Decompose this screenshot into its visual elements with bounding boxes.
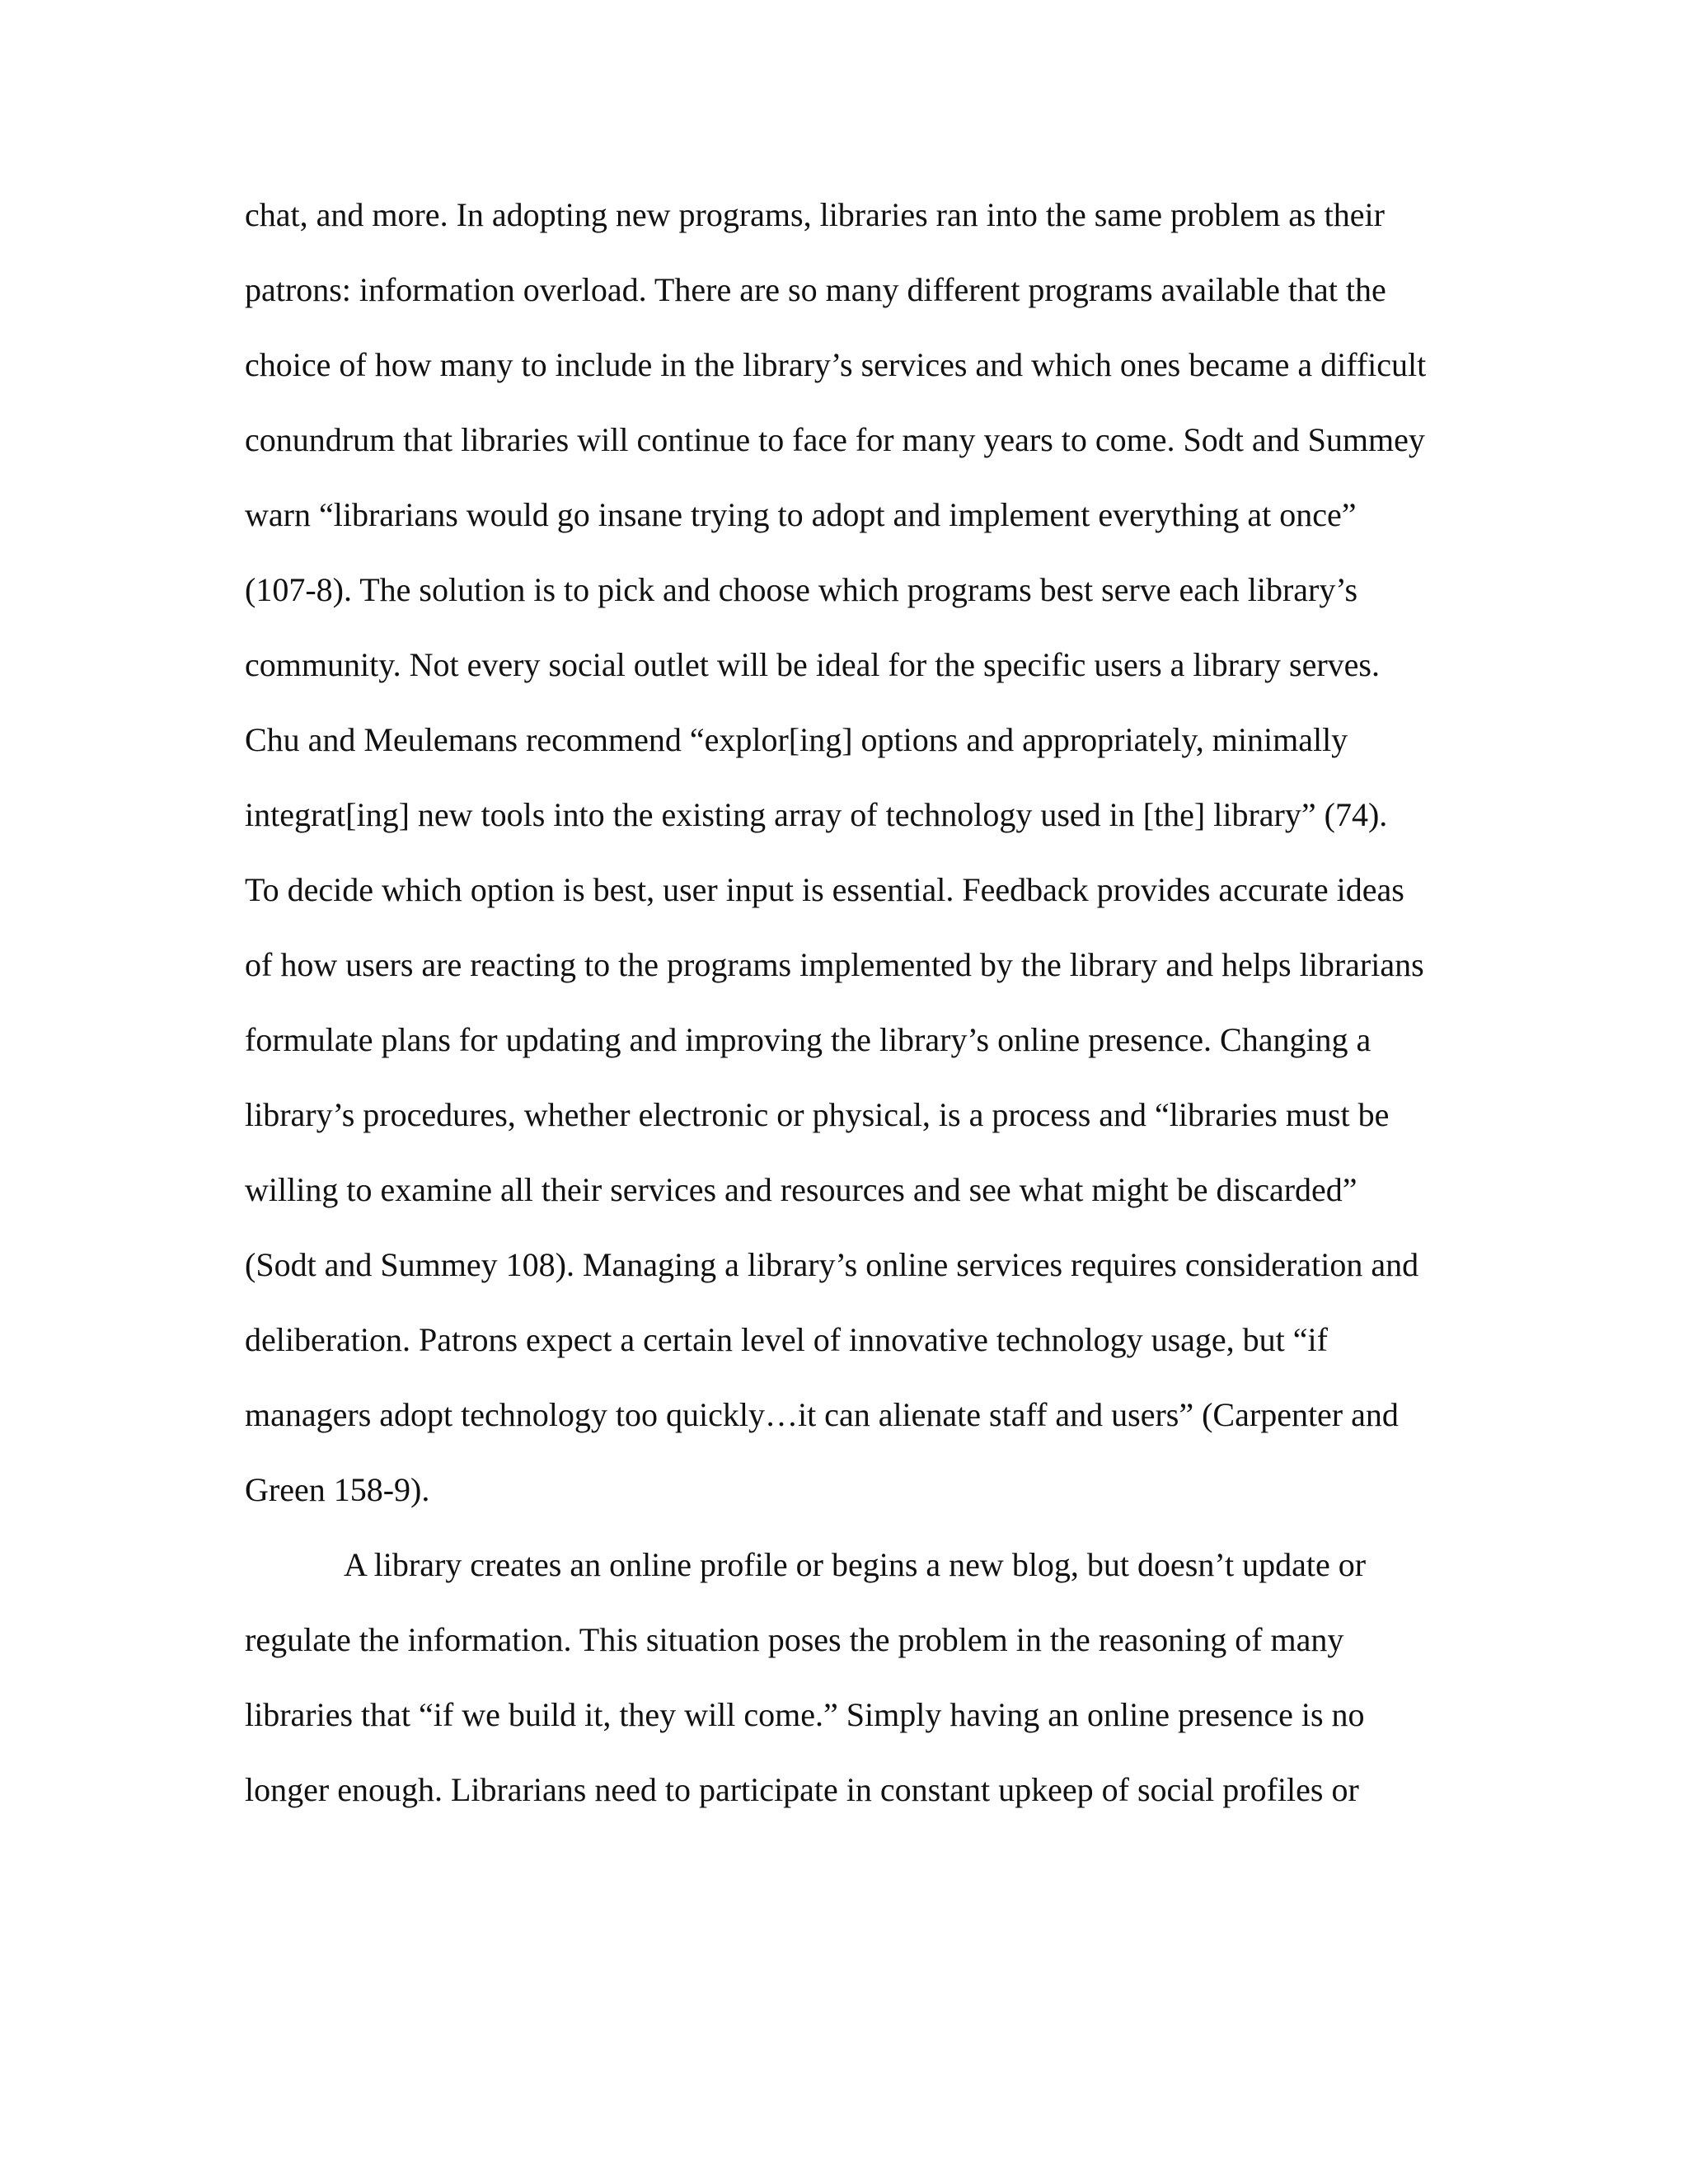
text-line: libraries that “if we build it, they will come.” Simply having an online presence is no (245, 1696, 1365, 1733)
text-line: conundrum that libraries will continue to face for many years to come. Sodt and Summey (245, 421, 1425, 458)
text-line: chat, and more. In adopting new programs, libraries ran into the same problem as their (245, 196, 1385, 233)
body-text (245, 185, 1440, 1835)
text-line: To decide which option is best, user input is essential. Feedback provides accurate ideas (245, 871, 1404, 908)
text-line: Chu and Meulemans recommend “explor[ing] options and appropriately, minimally (245, 721, 1348, 758)
text-line: of how users are reacting to the programs implemented by the library and helps librarians (245, 946, 1424, 983)
text-line: formulate plans for updating and improving the library’s online presence. Changing a (245, 1021, 1372, 1058)
text-line: library’s procedures, whether electronic or physical, is a process and “libraries must be (245, 1096, 1390, 1133)
text-line: community. Not every social outlet will be ideal for the specific users a library serves. (245, 646, 1380, 683)
paragraph-first-line: A library creates an online profile or begins a new blog, but doesn’t update or (344, 1546, 1367, 1583)
text-line: deliberation. Patrons expect a certain level of innovative technology usage, but “if (245, 1321, 1328, 1358)
text-line: managers adopt technology too quickly…it can alienate staff and users” (Carpenter and (245, 1396, 1399, 1433)
text-line: Green 158-9). (245, 1471, 430, 1508)
text-line: choice of how many to include in the library’s services and which ones became a difficult (245, 346, 1427, 383)
text-line: longer enough. Librarians need to participate in constant upkeep of social profiles or (245, 1771, 1359, 1808)
text-line: willing to examine all their services and resources and see what might be discarded” (245, 1171, 1357, 1208)
text-line: (107-8). The solution is to pick and choose which programs best serve each library’s (245, 571, 1358, 608)
text-line: integrat[ing] new tools into the existing array of technology used in [the] library” (74). (245, 796, 1388, 833)
text-line: warn “librarians would go insane trying to adopt and implement everything at once” (245, 496, 1357, 533)
text-line: patrons: information overload. There are so many different programs available that the (245, 271, 1386, 308)
text-line: regulate the information. This situation poses the problem in the reasoning of many (245, 1621, 1344, 1658)
text-line: (Sodt and Summey 108). Managing a library’s online services requires consideration and (245, 1246, 1419, 1283)
